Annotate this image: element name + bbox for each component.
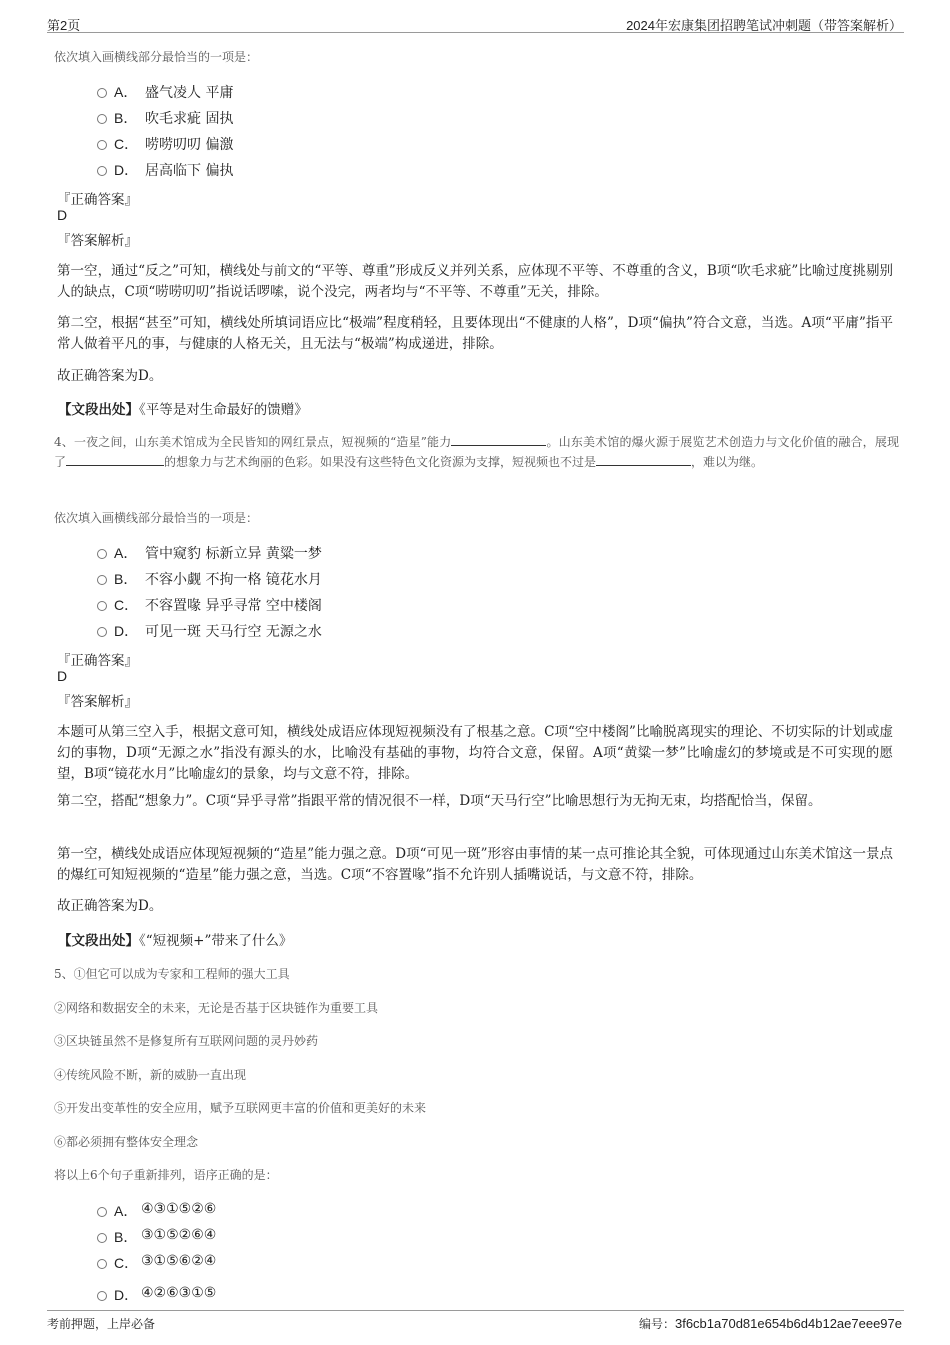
radio-button[interactable] <box>97 166 107 176</box>
q3-analysis-3: 故正确答案为D。 <box>57 368 163 384</box>
fill-blank <box>596 453 691 466</box>
q3-analysis-label: 『答案解析』 <box>57 233 138 249</box>
radio-button[interactable] <box>97 140 107 150</box>
q4-analysis-1: 本题可从第三空入手，根据文意可知，横线处成语应体现短视频没有了根基之意。C项“空中楼阁”比喻脱离现实的理论、不切实际的计划或虚幻的事物，D项“无源之水”指没有源头的水，比喻没有基础的事物，均符合文意，保留。A项“黄粱一梦”比喻虚幻的梦境或是不可实现的愿望，B项“镜花水月”比喻虚幻的景象，均与文意不符，排除。 <box>57 724 893 782</box>
q3-prompt: 依次填入画横线部分最恰当的一项是： <box>54 50 259 64</box>
page-number: 第2页 <box>47 18 81 33</box>
q5-sentence-3: ③区块链虽然不是修复所有互联网问题的灵丹妙药 <box>54 1034 319 1048</box>
radio-button[interactable] <box>97 627 107 637</box>
radio-button[interactable] <box>97 575 107 585</box>
q4-analysis-3: 第一空，横线处成语应体现短视频的“造星”能力强之意。D项“可见一斑”形容由事情的某一点可推论其全貌，可体现通过山东美术馆这一景点的爆红可知短视频的“造星”能力强之意，当选。C项“不容置喙”指不允许别人插嘴说话，与文意不符，排除。 <box>57 846 893 883</box>
q5-sentence-5: ⑤开发出变革性的安全应用，赋予互联网更丰富的价值和更美好的未来 <box>54 1101 427 1115</box>
q4-analysis-2: 第二空，搭配“想象力”。C项“异乎寻常”指跟平常的情况很不一样，D项“天马行空”比喻思想行为无拘无束，均搭配恰当，保留。 <box>57 793 822 809</box>
source-title: 《“短视频+”带来了什么》 <box>139 933 293 949</box>
q4-answer-label: 『正确答案』 <box>57 653 138 669</box>
q4-prompt: 依次填入画横线部分最恰当的一项是： <box>54 511 259 525</box>
q5-sentence-6: ⑥都必须拥有整体安全理念 <box>54 1135 199 1149</box>
page-footer <box>47 1310 904 1334</box>
q4-answer: D <box>57 668 68 684</box>
radio-button[interactable] <box>97 1207 107 1217</box>
q4-source <box>58 929 292 949</box>
page-header <box>47 13 904 33</box>
q3-answer: D <box>57 207 68 223</box>
q4-analysis-4: 故正确答案为D。 <box>57 898 163 914</box>
radio-button[interactable] <box>97 1291 107 1301</box>
q3-analysis-1: 第一空，通过“反之”可知，横线处与前文的“平等、尊重”形成反义并列关系，应体现不平等、不尊重的含义，B项“吹毛求疵”比喻过度挑剔别人的缺点，C项“唠唠叨叨”指说话啰嗦，说个没完，两者均与“不平等、不尊重”无关，排除。 <box>57 263 893 300</box>
radio-button[interactable] <box>97 1259 107 1269</box>
q4-stem: 4、一夜之间，山东美术馆成为全民皆知的网红景点，短视频的“造星”能力 。山东美术馆的爆火源于展览艺术创造力与文化价值的融合，展现了 的想象力与艺术绚丽的色彩。如果没有这些特色文化资源为支撑，短视频也不过是 ，难以为继。 <box>54 435 899 469</box>
radio-button[interactable] <box>97 1233 107 1243</box>
document-title: 2024年宏康集团招聘笔试冲刺题（带答案解析） <box>626 18 902 33</box>
q3-analysis-2: 第二空，根据“甚至”可知，横线处所填词语应比“极端”程度稍轻，且要体现出“不健康的人格”，D项“偏执”符合文意，当选。A项“平庸”指平常人做着平凡的事，与健康的人格无关，且无法与“极端”构成递进，排除。 <box>57 315 893 352</box>
q3-answer-label: 『正确答案』 <box>57 192 138 208</box>
source-label: 【文段出处】 <box>58 933 139 949</box>
radio-button[interactable] <box>97 88 107 98</box>
q5-number: 5、 <box>54 967 74 981</box>
fill-blank <box>66 453 164 466</box>
q4-number: 4、 <box>54 435 74 449</box>
source-title: 《平等是对生命最好的馈赠》 <box>139 402 308 418</box>
q5-sentence-2: ②网络和数据安全的未来，无论是否基于区块链作为重要工具 <box>54 1001 379 1015</box>
q5-prompt: 将以上6个句子重新排列，语序正确的是： <box>54 1168 278 1182</box>
q5-sentence-4: ④传统风险不断，新的威胁一直出现 <box>54 1068 247 1082</box>
radio-button[interactable] <box>97 549 107 559</box>
document-code: 编号：3f6cb1a70d81e654b6d4b12ae7eee97e <box>638 1316 902 1331</box>
q5-sentence-1: 5、①但它可以成为专家和工程师的强大工具 <box>54 967 290 981</box>
q4-analysis-label: 『答案解析』 <box>57 694 138 710</box>
source-label: 【文段出处】 <box>58 402 139 418</box>
radio-button[interactable] <box>97 601 107 611</box>
q3-source <box>58 398 308 418</box>
fill-blank <box>451 433 546 446</box>
footer-slogan: 考前押题，上岸必备 <box>47 1317 156 1331</box>
radio-button[interactable] <box>97 114 107 124</box>
